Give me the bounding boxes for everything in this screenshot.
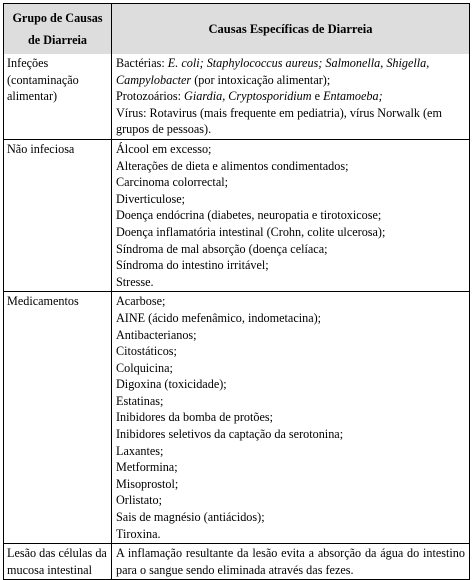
cause-item	[116, 393, 465, 410]
cause-item	[116, 224, 465, 241]
organism-name: Entamoeba;	[323, 89, 383, 104]
cause-item	[116, 443, 465, 460]
cause-text: Carcinoma colorrectal;	[116, 175, 229, 190]
cause-text: Orlistato;	[116, 493, 163, 508]
cause-text: Inibidores da bomba de protões;	[116, 410, 274, 425]
cause-text: e	[311, 89, 324, 104]
header-causes-cell: Causas Específicas de Diarreia	[112, 4, 469, 54]
cause-item	[116, 274, 465, 291]
causes-cell	[112, 292, 469, 543]
cause-item	[116, 526, 465, 543]
organism-name: Giardia, Cryptosporidium	[184, 89, 312, 104]
cause-item	[116, 426, 465, 443]
row-medications	[4, 291, 469, 543]
cause-item	[116, 191, 465, 208]
cause-item	[116, 207, 465, 224]
cause-text: Antibacterianos;	[116, 327, 197, 342]
cause-item	[116, 343, 465, 360]
cause-item	[116, 257, 465, 274]
cause-item	[116, 310, 465, 327]
cause-text: Síndroma de mal absorção (doença celíaca;	[116, 241, 328, 256]
causes-cell	[112, 544, 469, 579]
group-cell: Medicamentos	[4, 292, 112, 543]
cause-item	[116, 327, 465, 344]
cause-item	[116, 409, 465, 426]
row-mucosa-lesion	[4, 543, 469, 579]
group-cell: Lesão das células da mucosa intestinal	[4, 544, 112, 579]
cause-item	[116, 158, 465, 175]
causes-cell	[112, 54, 469, 139]
cause-item	[116, 105, 465, 138]
cause-text: Doença inflamatória intestinal (Crohn, colite ulcerosa);	[116, 224, 386, 239]
group-cell: Não infeciosa	[4, 140, 112, 291]
cause-text: A inflamação resultante da lesão evita a absorção da água do intestino para o sangue sendo eliminada através das fezes.	[116, 546, 465, 577]
cause-text: Estatinas;	[116, 393, 164, 408]
cause-text: (por intoxicação alimentar);	[191, 72, 331, 87]
cause-text: Síndroma do intestino irritável;	[116, 258, 269, 273]
cause-item	[116, 545, 465, 578]
cause-text: Digoxina (toxicidade);	[116, 377, 227, 392]
cause-item	[116, 376, 465, 393]
cause-text: Bactérias:	[116, 56, 168, 70]
cause-text: Doença endócrina (diabetes, neuropatia e tirotoxicose;	[116, 208, 382, 223]
cause-text: Citostáticos;	[116, 344, 177, 359]
cause-item	[116, 492, 465, 509]
table-header-row	[4, 4, 469, 54]
cause-item	[116, 509, 465, 526]
cause-text: Protozoários:	[116, 89, 185, 104]
cause-text: Laxantes;	[116, 443, 164, 458]
cause-text: Alterações de dieta e alimentos condimentados;	[116, 158, 349, 173]
organism-name: E. coli; Staphylococcus aureus; Salmonella, Shigella, Campylobacter	[116, 56, 430, 87]
cause-text: Misoprostol;	[116, 476, 179, 491]
cause-text: Metformina;	[116, 460, 178, 475]
cause-text: Acarbose;	[116, 294, 166, 309]
cause-text: Álcool em excesso;	[116, 141, 212, 156]
cause-text: Colquicina;	[116, 360, 173, 375]
cause-text: AINE (ácido mefenâmico, indometacina);	[116, 310, 322, 325]
cause-text: Tiroxina.	[116, 526, 161, 541]
cause-text: Vírus: Rotavirus (mais frequente em pediatria), vírus Norwalk (em grupos de pessoas).	[116, 105, 442, 137]
diarrhea-causes-table	[3, 3, 470, 580]
cause-item	[116, 55, 465, 88]
cause-item	[116, 241, 465, 258]
cause-text: Sais de magnésio (antiácidos);	[116, 510, 265, 525]
cause-item	[116, 360, 465, 377]
cause-item	[116, 293, 465, 310]
cause-item	[116, 174, 465, 191]
row-non-infectious	[4, 139, 469, 291]
header-group-cell: Grupo de Causas de Diarreia	[4, 4, 112, 54]
cause-item	[116, 459, 465, 476]
cause-item	[116, 476, 465, 493]
group-cell: Infeções (contaminação alimentar)	[4, 54, 112, 139]
cause-item	[116, 141, 465, 158]
cause-text: Stresse.	[116, 274, 154, 289]
cause-item	[116, 88, 465, 105]
causes-cell	[112, 140, 469, 291]
cause-text: Diverticulose;	[116, 191, 186, 206]
cause-text: Inibidores seletivos da captação da serotonina;	[116, 427, 344, 442]
row-infections	[4, 54, 469, 139]
